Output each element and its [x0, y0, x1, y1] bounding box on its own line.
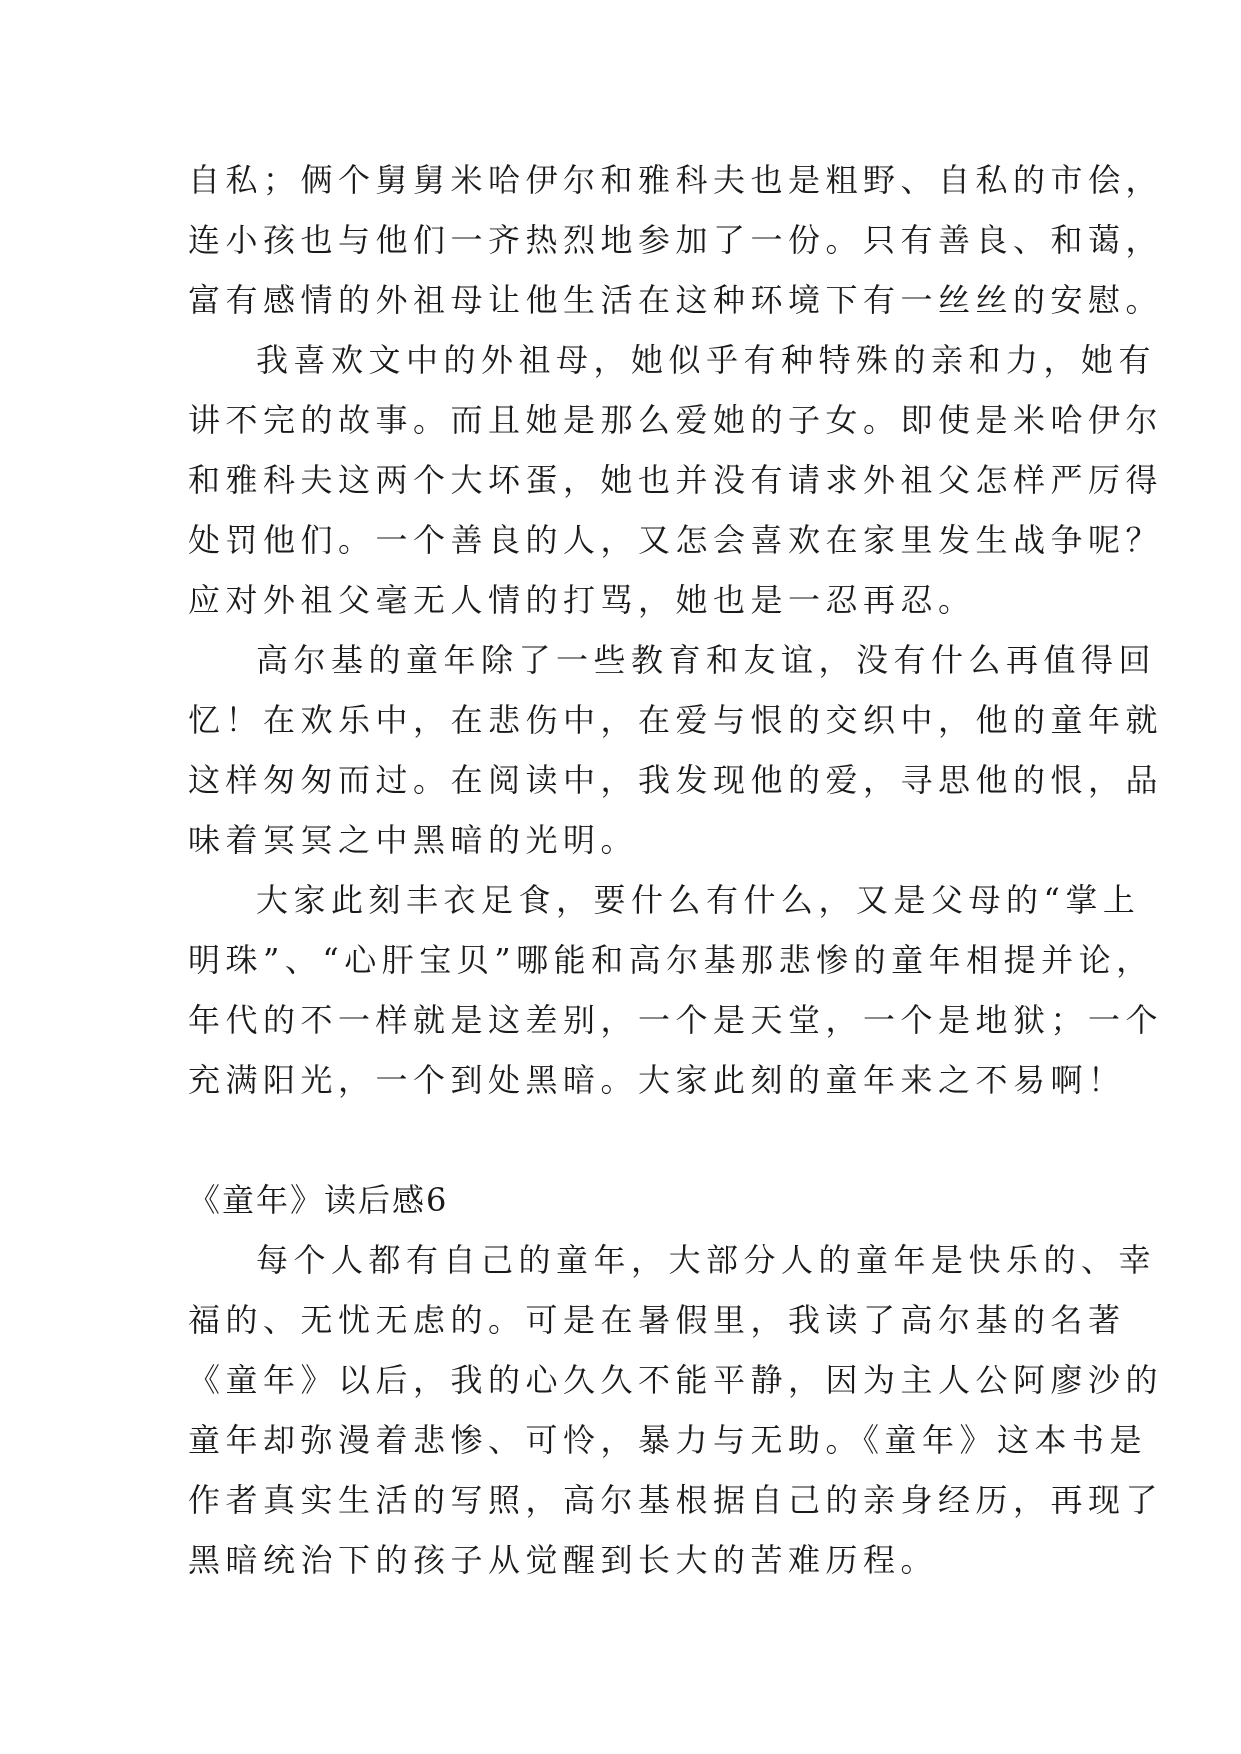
text-line: 童年却弥漫着悲惨、可怜，暴力与无助。《童年》这本书是	[188, 1421, 1148, 1459]
text-line: 处罚他们。一个善良的人，又怎会喜欢在家里发生战争呢？	[188, 521, 1164, 559]
text-line: 和雅科夫这两个大坏蛋，她也并没有请求外祖父怎样严厉得	[188, 461, 1164, 499]
text-line: 这样匆匆而过。在阅读中，我发现他的爱，寻思他的恨，品	[188, 761, 1164, 799]
text-line: 每个人都有自己的童年，大部分人的童年是快乐的、幸	[256, 1241, 1157, 1279]
text-line: 《童年》以后，我的心久久不能平静，因为主人公阿廖沙的	[188, 1361, 1164, 1399]
paragraph-1	[188, 150, 1164, 330]
text-line: 黑暗统治下的孩子从觉醒到长大的苦难历程。	[188, 1541, 939, 1579]
text-line: 我喜欢文中的外祖母，她似乎有种特殊的亲和力，她有	[256, 341, 1157, 379]
text-line: 高尔基的童年除了一些教育和友谊，没有什么再值得回	[256, 641, 1157, 679]
text-line: 大家此刻丰衣足食，要什么有什么，又是父母的“掌上	[256, 881, 1141, 919]
text-line: 自私；俩个舅舅米哈伊尔和雅科夫也是粗野、自私的市侩，	[188, 161, 1164, 199]
text-line: 福的、无忧无虑的。可是在暑假里，我读了高尔基的名著	[188, 1301, 1126, 1339]
text-line: 明珠”、“心肝宝贝”哪能和高尔基那悲惨的童年相提并论，	[188, 941, 1154, 979]
text-line: 富有感情的外祖母让他生活在这种环境下有一丝丝的安慰。	[188, 281, 1164, 319]
text-line: 充满阳光，一个到处黑暗。大家此刻的童年来之不易啊！	[188, 1061, 1126, 1099]
text-line: 忆！在欢乐中，在悲伤中，在爱与恨的交织中，他的童年就	[188, 701, 1164, 739]
document-page	[188, 150, 1164, 1590]
paragraph-4	[188, 870, 1164, 1110]
text-line: 应对外祖父毫无人情的打骂，她也是一忍再忍。	[188, 581, 976, 619]
paragraph-2	[188, 330, 1164, 630]
text-line: 味着冥冥之中黑暗的光明。	[188, 821, 639, 859]
paragraph-3	[188, 630, 1164, 870]
section-title: 《童年》读后感6	[188, 1181, 449, 1219]
text-line: 年代的不一样就是这差别，一个是天堂，一个是地狱；一个	[188, 1001, 1164, 1039]
text-line: 讲不完的故事。而且她是那么爱她的子女。即使是米哈伊尔	[188, 401, 1164, 439]
paragraph-5	[188, 1230, 1164, 1590]
text-line: 连小孩也与他们一齐热烈地参加了一份。只有善良、和蔼，	[188, 221, 1164, 259]
text-line: 作者真实生活的写照，高尔基根据自己的亲身经历，再现了	[188, 1481, 1164, 1519]
